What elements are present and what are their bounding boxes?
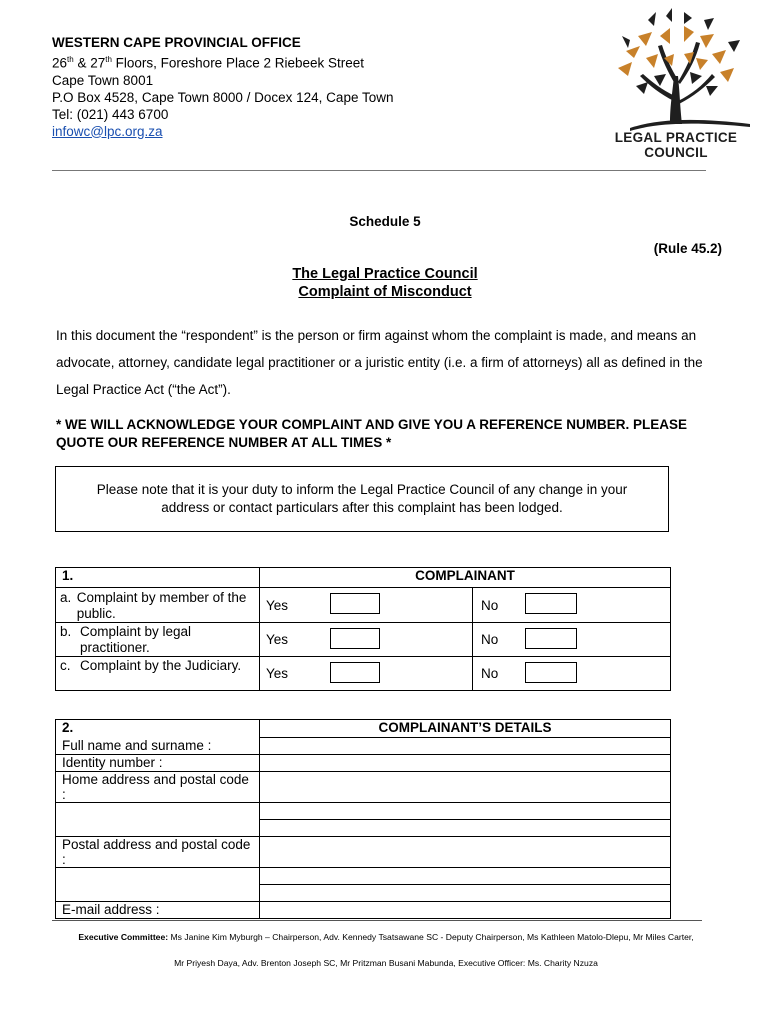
schedule-label: Schedule 5 xyxy=(349,214,421,229)
complaint-row-public: a. Complaint by member of the public. Yes No xyxy=(56,588,671,623)
yes-checkbox-practitioner[interactable] xyxy=(330,628,380,649)
identity-label: Identity number : xyxy=(56,755,260,772)
logo-text: LEGAL PRACTICE COUNCIL xyxy=(614,130,738,160)
postal-address-extra xyxy=(56,868,260,902)
footer-committee-2: Mr Priyesh Daya, Adv. Brenton Joseph SC, Mr Pritzman Busani Mabunda, Executive Officer: Ms. Charity Nzuza xyxy=(174,958,598,968)
no-checkbox-public[interactable] xyxy=(525,593,577,614)
office-name: WESTERN CAPE PROVINCIAL OFFICE xyxy=(52,35,301,50)
home-address-field-2[interactable] xyxy=(260,803,671,820)
address-line-2: Cape Town 8001 xyxy=(52,72,154,88)
postal-address-field-3[interactable] xyxy=(260,885,671,902)
postal-address-field-2[interactable] xyxy=(260,868,671,885)
rule-label: (Rule 45.2) xyxy=(653,241,722,256)
email-field[interactable] xyxy=(260,902,671,919)
no-checkbox-practitioner[interactable] xyxy=(525,628,577,649)
yes-checkbox-public[interactable] xyxy=(330,593,380,614)
postal-address-label: Postal address and postal code : xyxy=(56,837,260,868)
complaint-row-practitioner: b. Complaint by legal practitioner. Yes No xyxy=(56,623,671,657)
complainant-details-table xyxy=(55,719,671,919)
acknowledge-notice: * WE WILL ACKNOWLEDGE YOUR COMPLAINT AND GIVE YOU A REFERENCE NUMBER. PLEASE QUOTE OUR REFERENCE NUMBER AT ALL TIMES * xyxy=(56,417,688,450)
telephone: Tel: (021) 443 6700 xyxy=(52,106,169,122)
full-name-field[interactable] xyxy=(260,738,671,755)
email-link[interactable]: infowc@lpc.org.za xyxy=(52,123,163,139)
home-address-label: Home address and postal code : xyxy=(56,772,260,803)
yes-checkbox-judiciary[interactable] xyxy=(330,662,380,683)
full-name-label: Full name and surname : xyxy=(56,738,260,755)
no-checkbox-judiciary[interactable] xyxy=(525,662,577,683)
email-label: E-mail address : xyxy=(56,902,260,919)
intro-paragraph: In this document the “respondent” is the person or firm against whom the complaint is made, and means an advocate, attorney, candidate legal practitioner or a juristic entity (i.e. a firm of attorneys) all as defined in the Legal Practice Act (“the Act”). xyxy=(56,328,703,397)
address-line-1: 26th & 27th Floors, Foreshore Place 2 Riebeek Street xyxy=(52,55,365,71)
address-line-3: P.O Box 4528, Cape Town 8000 / Docex 124, Cape Town xyxy=(52,89,394,105)
section2-number: 2. xyxy=(56,720,260,738)
note-box xyxy=(55,466,669,532)
footer-committee: Executive Committee: Ms Janine Kim Myburgh – Chairperson, Adv. Kennedy Tsatsawane SC - Deputy Chairperson, Ms Kathleen Matolo-Dlepu, Mr Miles Carter, xyxy=(78,932,694,942)
section2-heading: COMPLAINANT’S DETAILS xyxy=(260,720,671,738)
section1-heading: COMPLAINANT xyxy=(260,568,671,588)
home-address-field-3[interactable] xyxy=(260,820,671,837)
document-title: The Legal Practice Council Complaint of Misconduct xyxy=(292,266,478,300)
home-address-field-1[interactable] xyxy=(260,772,671,803)
note-text: Please note that it is your duty to inform the Legal Practice Council of any change in your address or contact particulars after this complaint has been lodged. xyxy=(96,482,628,515)
section1-number: 1. xyxy=(56,568,260,588)
office-header xyxy=(52,34,393,140)
footer-divider xyxy=(52,920,702,921)
complainant-table xyxy=(55,567,671,691)
postal-address-field-1[interactable] xyxy=(260,837,671,868)
home-address-extra xyxy=(56,803,260,837)
header-divider xyxy=(52,170,706,171)
complaint-row-judiciary: c. Complaint by the Judiciary. Yes No xyxy=(56,657,671,691)
identity-field[interactable] xyxy=(260,755,671,772)
